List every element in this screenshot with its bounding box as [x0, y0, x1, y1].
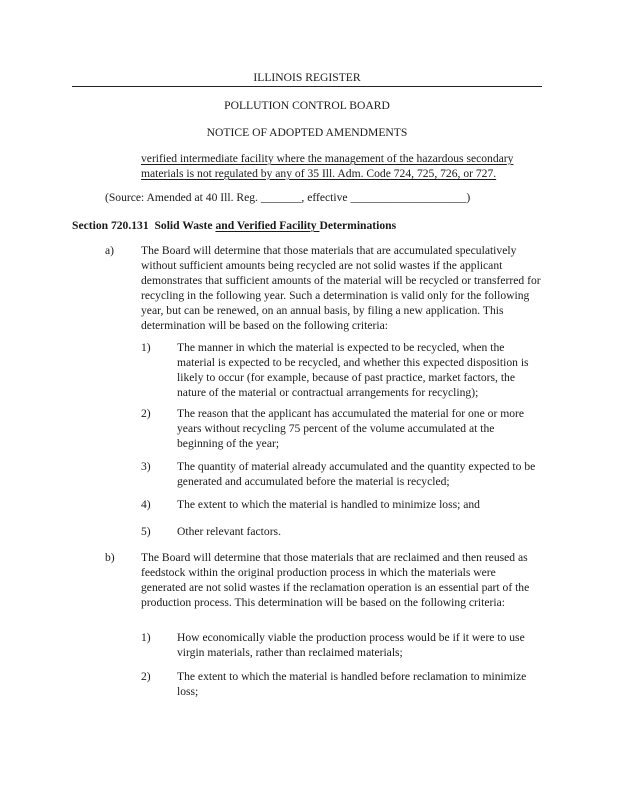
- list-label: 4): [141, 498, 151, 511]
- register-title: ILLINOIS REGISTER: [253, 71, 361, 84]
- list-label: 5): [141, 525, 151, 538]
- list-label: 3): [141, 460, 151, 473]
- source-note: (Source: Amended at 40 Ill. Reg. _______, effective ____________________): [105, 191, 471, 204]
- list-item: The manner in which the material is expected to be recycled, when the material is expected to be recycled, and whether this expected disposition is likely to occur (for example, because of past practice, market factors, the nature of the material or contractual arrangements for recycling);: [177, 341, 529, 399]
- agency-name: POLLUTION CONTROL BOARD: [224, 99, 390, 112]
- list-item: The extent to which the material is handled to minimize loss; and: [177, 498, 480, 511]
- section-title: Solid Waste: [154, 219, 216, 232]
- list-label: 1): [141, 341, 151, 354]
- list-item: How economically viable the production process would be if it were to use virgin materials, rather than reclaimed materials;: [177, 631, 525, 659]
- para-b-label: b): [105, 551, 115, 564]
- list-item: The reason that the applicant has accumulated the material for one or more years without recycling 75 percent of the volume accumulated at the beginning of the year;: [177, 407, 525, 450]
- list-item: Other relevant factors.: [177, 525, 281, 538]
- header-rule: [72, 86, 542, 87]
- section-heading: [72, 218, 542, 233]
- list-item: The quantity of material already accumulated and the quantity expected to be generated and accumulated before the material is recycled;: [177, 460, 536, 488]
- para-a-label: a): [105, 244, 115, 257]
- para-a-text: The Board will determine that those materials that are accumulated speculatively without sufficient amounts being recycled are not solid wastes if the applicant demonstrates that sufficient amounts of the material will be recycled or transferred for recycling in the following year. Such a determination is valid only for the following year, but can be renewed, on an annual basis, by filing a new application. This determination will be based on the following criteria:: [141, 244, 541, 332]
- section-number: Section 720.131: [72, 219, 149, 232]
- section-title-inserted: and Verified Facility: [215, 219, 320, 232]
- continuation-text: verified intermediate facility where the management of the hazardous secondary materials is not regulated by any of 35 Ill. Adm. Code 724, 725, 726, or 727.: [141, 152, 514, 180]
- list-item: The extent to which the material is handled before reclamation to minimize loss;: [177, 670, 527, 698]
- notice-title: NOTICE OF ADOPTED AMENDMENTS: [206, 126, 408, 139]
- section-title-end: Determinations: [319, 219, 397, 232]
- list-label: 2): [141, 407, 151, 420]
- list-label: 1): [141, 631, 151, 644]
- list-label: 2): [141, 670, 151, 683]
- para-b-text: The Board will determine that those materials that are reclaimed and then reused as feedstock within the original production process in which the materials were generated are not solid wastes if the reclamation operation is an essential part of the production process. This determination will be based on the following criteria:: [141, 551, 530, 609]
